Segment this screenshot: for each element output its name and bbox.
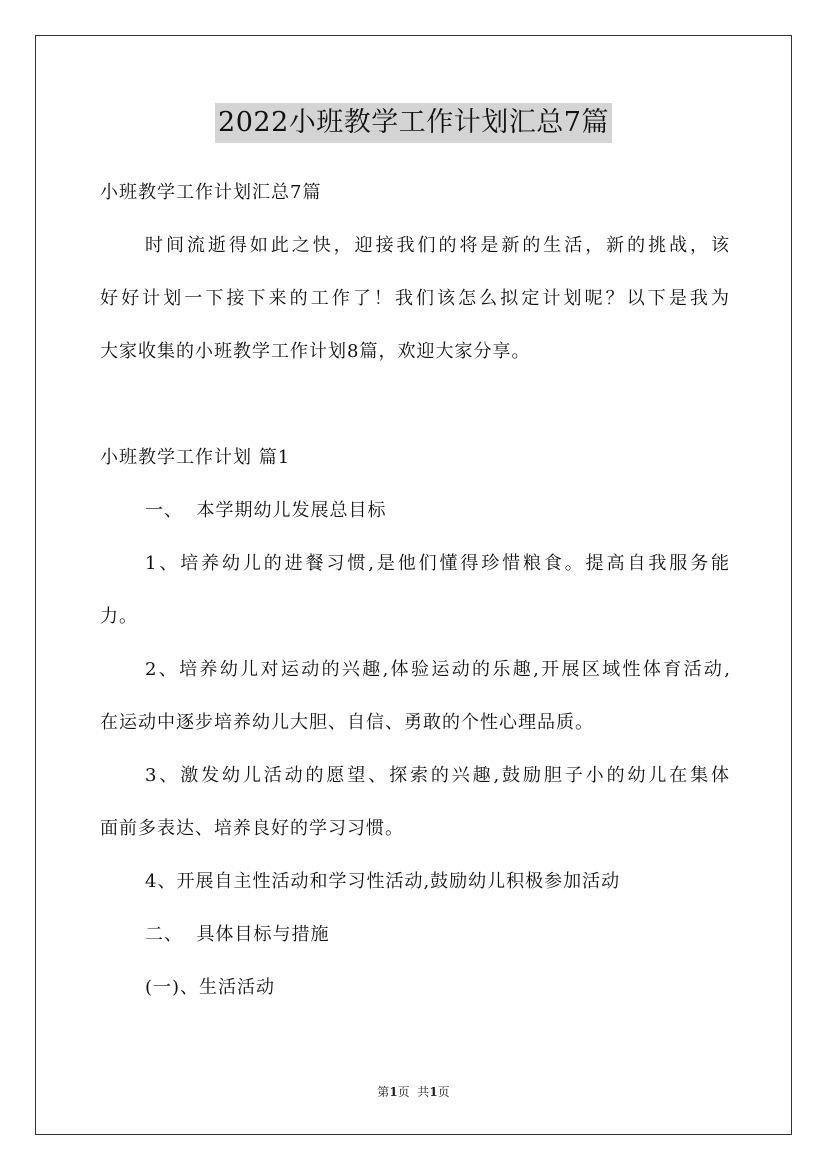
item2-line-1: 2、培养幼儿对运动的兴趣,体验运动的乐趣,开展区域性体育活动, bbox=[145, 659, 730, 680]
document-title-text: 2022小班教学工作计划汇总7篇 bbox=[215, 103, 612, 143]
item3-line-2: 面前多表达、培养良好的学习习惯。 bbox=[100, 818, 404, 839]
footer-page-prefix: 第 bbox=[377, 1085, 390, 1099]
footer-page-suffix: 页 共 bbox=[397, 1085, 430, 1099]
intro-line-1: 时间流逝得如此之快，迎接我们的将是新的生活，新的挑战，该 bbox=[145, 235, 730, 256]
section-heading: 小班教学工作计划 篇1 bbox=[100, 447, 291, 468]
footer-page-end: 页 bbox=[437, 1085, 450, 1099]
item4: 4、开展自主性活动和学习性活动,鼓励幼儿积极参加活动 bbox=[145, 871, 621, 892]
document-body bbox=[100, 166, 730, 1014]
sub1-heading: (一)、生活活动 bbox=[145, 977, 276, 998]
item3-line-1: 3、激发幼儿活动的愿望、探索的兴趣,鼓励胆子小的幼儿在集体 bbox=[145, 765, 730, 786]
part2-heading: 二、 具体目标与措施 bbox=[145, 924, 330, 945]
item1-line-2: 力。 bbox=[100, 606, 138, 627]
item1-line-1: 1、培养幼儿的进餐习惯,是他们懂得珍惜粮食。提高自我服务能 bbox=[145, 553, 730, 574]
page-footer bbox=[0, 1083, 827, 1100]
document-subtitle: 小班教学工作计划汇总7篇 bbox=[100, 182, 322, 203]
document-title bbox=[0, 100, 827, 143]
item2-line-2: 在运动中逐步培养幼儿大胆、自信、勇敢的个性心理品质。 bbox=[100, 712, 594, 733]
part1-heading: 一、 本学期幼儿发展总目标 bbox=[145, 500, 387, 521]
footer-page-total: 1 bbox=[429, 1085, 438, 1099]
intro-line-3: 大家收集的小班教学工作计划8篇，欢迎大家分享。 bbox=[100, 341, 531, 362]
blank-line bbox=[100, 378, 730, 431]
intro-line-2: 好好计划一下接下来的工作了！我们该怎么拟定计划呢？以下是我为 bbox=[100, 288, 730, 309]
footer-page-current: 1 bbox=[389, 1085, 398, 1099]
